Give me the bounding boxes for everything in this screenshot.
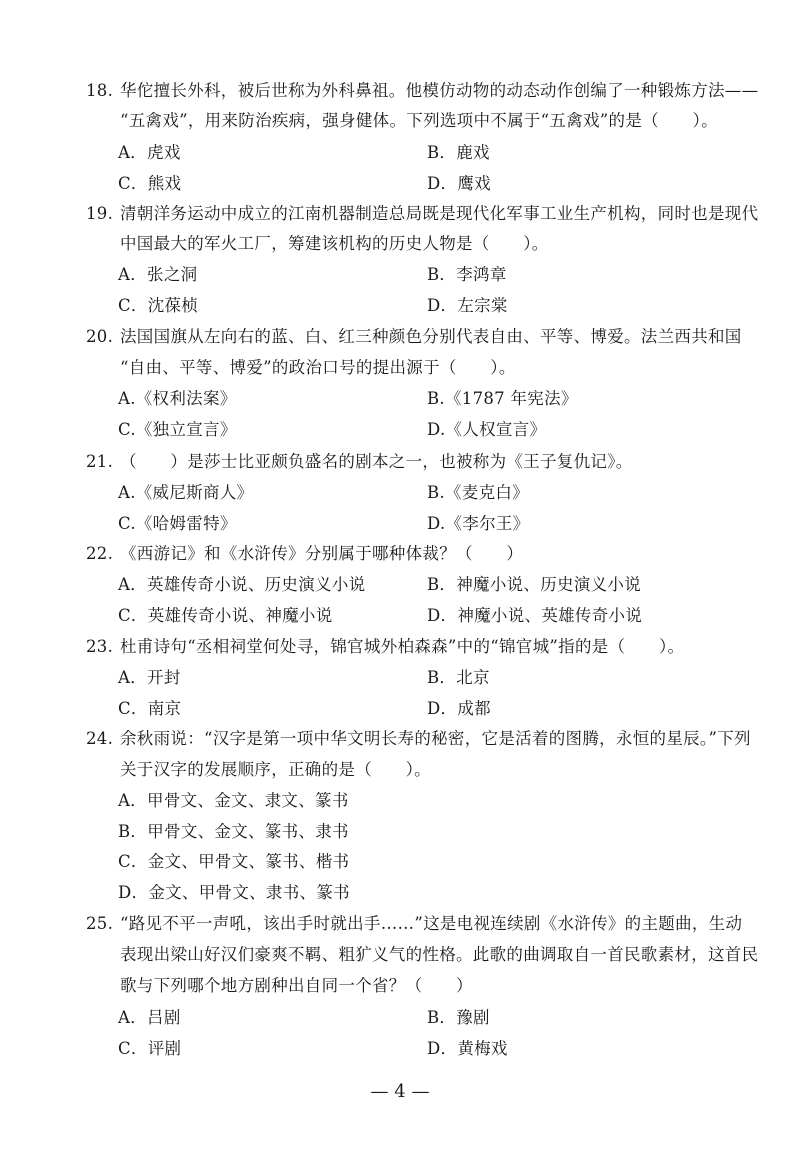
question-number: 23. [86, 637, 114, 656]
option-b: B．甲骨文、金文、篆书、隶书 [118, 822, 349, 841]
option-c: C．南京 [118, 699, 182, 718]
question-stem-line: “自由、平等、博爱”的政治口号的提出源于（ ）。 [120, 358, 516, 377]
question-stem-line: 表现出梁山好汉们豪爽不羁、粗犷义气的性格。此歌的曲调取自一首民歌素材，这首民 [120, 945, 759, 964]
option-a: A．张之洞 [118, 265, 198, 284]
option-a: A.《权利法案》 [118, 389, 237, 408]
option-b: B．李鸿章 [427, 265, 507, 284]
question-stem-line: 关于汉字的发展顺序，正确的是（ ）。 [120, 760, 431, 779]
question-stem-line: 华佗擅长外科，被后世称为外科鼻祖。他模仿动物的动态动作创编了一种锻炼方法—— [120, 81, 759, 100]
option-d: D．黄梅戏 [427, 1039, 508, 1058]
question-stem-line: 杜甫诗句“丞相祠堂何处寻，锦官城外柏森森”中的“锦官城”指的是（ ）。 [120, 637, 685, 656]
option-d: D.《人权宣言》 [427, 420, 547, 439]
question-stem-line: （ ）是莎士比亚颇负盛名的剧本之一，也被称为《王子复仇记》。 [120, 452, 633, 471]
option-c: C．金文、甲骨文、篆书、楷书 [118, 852, 350, 871]
question-number: 25. [86, 914, 114, 933]
option-b: B．豫剧 [427, 1008, 490, 1027]
option-c: C．熊戏 [118, 174, 182, 193]
question-number: 21. [86, 452, 114, 471]
option-c: C.《独立宣言》 [118, 420, 237, 439]
option-a: A．英雄传奇小说、历史演义小说 [118, 575, 366, 594]
question-stem-line: 中国最大的军火工厂，筹建该机构的历史人物是（ ）。 [120, 234, 549, 253]
option-c: C．评剧 [118, 1039, 182, 1058]
page-number: — 4 — [370, 1081, 430, 1102]
option-a: A.《威尼斯商人》 [118, 483, 254, 502]
question-number: 22. [86, 544, 114, 563]
question-stem-line: 歌与下列哪个地方剧种出自同一个省？（ ） [120, 976, 473, 995]
option-a: A．虎戏 [118, 143, 181, 162]
question-stem-line: 清朝洋务运动中成立的江南机器制造总局既是现代化军事工业生产机构，同时也是现代 [120, 204, 759, 223]
option-c: C．英雄传奇小说、神魔小说 [118, 606, 333, 625]
option-a: A．吕剧 [118, 1008, 181, 1027]
question-stem-line: “五禽戏”，用来防治疾病，强身健体。下列选项中不属于“五禽戏”的是（ ）。 [120, 111, 718, 130]
option-d: D．鹰戏 [427, 174, 491, 193]
option-d: D．左宗棠 [427, 296, 508, 315]
option-b: B.《1787 年宪法》 [427, 389, 578, 408]
option-c: C．沈葆桢 [118, 296, 199, 315]
question-number: 19. [86, 204, 114, 223]
question-stem-line: “路见不平一声吼，该出手时就出手……”这是电视连续剧《水浒传》的主题曲，生动 [120, 914, 743, 933]
question-number: 24. [86, 729, 114, 748]
question-stem-line: 《西游记》和《水浒传》分别属于哪种体裁？（ ） [120, 544, 524, 563]
option-c: C.《哈姆雷特》 [118, 514, 237, 533]
option-b: B．神魔小说、历史演义小说 [427, 575, 642, 594]
question-stem-line: 法国国旗从左向右的蓝、白、红三种颜色分别代表自由、平等、博爱。法兰西共和国 [120, 327, 742, 346]
option-d: D.《李尔王》 [427, 514, 530, 533]
option-d: D．金文、甲骨文、隶书、篆书 [118, 883, 350, 902]
option-b: B．北京 [427, 668, 490, 687]
option-a: A．开封 [118, 668, 181, 687]
question-number: 20. [86, 327, 114, 346]
option-d: D．成都 [427, 699, 491, 718]
question-number: 18. [86, 81, 114, 100]
option-b: B.《麦克白》 [427, 483, 529, 502]
option-b: B．鹿戏 [427, 143, 490, 162]
option-a: A．甲骨文、金文、隶文、篆书 [118, 791, 349, 810]
option-d: D．神魔小说、英雄传奇小说 [427, 606, 643, 625]
question-stem-line: 余秋雨说：“汉字是第一项中华文明长寿的秘密，它是活着的图腾，永恒的星辰。”下列 [120, 729, 751, 748]
